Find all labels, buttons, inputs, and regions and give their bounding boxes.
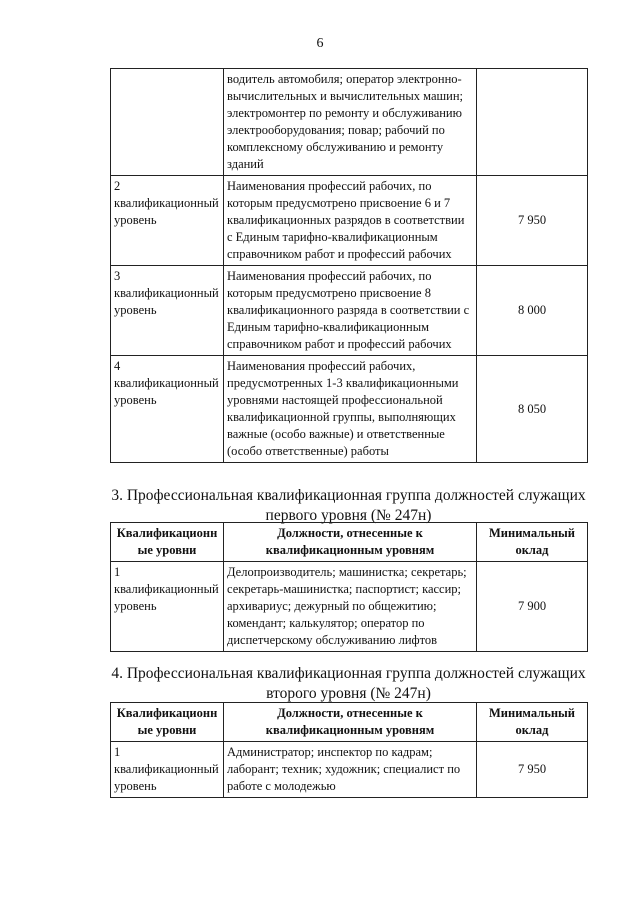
level-number: 3 [114, 269, 121, 283]
level-name: квалификационный уровень [114, 762, 219, 793]
section-4-heading: 4. Профессиональная квалификационная группа должностей служащих второго уровня (№ 247н) [111, 665, 586, 702]
column-header-salary: Минимальный оклад [477, 703, 588, 742]
level-number: 1 [114, 565, 121, 579]
level-cell [111, 356, 224, 463]
column-header-salary: Минимальный оклад [477, 523, 588, 562]
table-row [111, 69, 588, 176]
clerks-first-level-table [110, 522, 588, 652]
table-row [111, 356, 588, 463]
positions-cell: Делопроизводитель; машинистка; секретарь; секретарь-машинистка; паспортист; кассир; архивариус; дежурный по общежитию; комендант; калькулятор; оператор по диспетчерскому обслуживанию лифтов [224, 562, 477, 652]
level-cell [111, 562, 224, 652]
salary-cell: 7 900 [477, 562, 588, 652]
positions-cell: Администратор; инспектор по кадрам; лаборант; техник; художник; специалист по работе с молодежью [224, 742, 477, 798]
level-number: 4 [114, 359, 121, 373]
table-header-row [111, 703, 588, 742]
positions-cell: водитель автомобиля; оператор электронно-вычислительных и вычислительных машин; электромонтер по ремонту и обслуживанию электрооборудования; повар; рабочий по комплексному обслуживанию и ремонту зданий [224, 69, 477, 176]
level-cell [111, 266, 224, 356]
level-name: квалификационный уровень [114, 286, 219, 317]
level-name: квалификационный уровень [114, 582, 219, 613]
section-3-heading: 3. Профессиональная квалификационная группа должностей служащих первого уровня (№ 247н) [111, 487, 586, 524]
level-number: 2 [114, 179, 121, 193]
table-row [111, 562, 588, 652]
positions-cell: Наименования профессий рабочих, по которым предусмотрено присвоение 6 и 7 квалификационных разрядов в соответствии с Единым тарифно-квалификационным справочником работ и профессий рабочих [224, 176, 477, 266]
salary-cell: 7 950 [477, 176, 588, 266]
salary-cell [477, 69, 588, 176]
column-header-positions: Должности, отнесенные к квалификационным уровням [224, 523, 477, 562]
level-cell [111, 69, 224, 176]
table-row [111, 176, 588, 266]
positions-cell: Наименования профессий рабочих, предусмотренных 1-3 квалификационными уровнями настоящей профессиональной квалификационной группы, выполняющих важные (особо важные) и ответственные (особо ответственные) работы [224, 356, 477, 463]
level-name: квалификационный уровень [114, 196, 219, 227]
salary-cell: 8 050 [477, 356, 588, 463]
column-header-level: Квалификационные уровни [111, 523, 224, 562]
clerks-second-level-table [110, 702, 588, 798]
page-number: 6 [316, 36, 324, 51]
column-header-level: Квалификационные уровни [111, 703, 224, 742]
column-header-positions: Должности, отнесенные к квалификационным уровням [224, 703, 477, 742]
salary-cell: 7 950 [477, 742, 588, 798]
table-header-row [111, 523, 588, 562]
level-cell [111, 742, 224, 798]
salary-cell: 8 000 [477, 266, 588, 356]
workers-qualification-table [110, 68, 588, 463]
level-number: 1 [114, 745, 121, 759]
positions-cell: Наименования профессий рабочих, по которым предусмотрено присвоение 8 квалификационного разряда в соответствии с Единым тарифно-квалификационным справочником работ и профессий рабочих [224, 266, 477, 356]
level-cell [111, 176, 224, 266]
table-row [111, 742, 588, 798]
level-name: квалификационный уровень [114, 376, 219, 407]
table-row [111, 266, 588, 356]
